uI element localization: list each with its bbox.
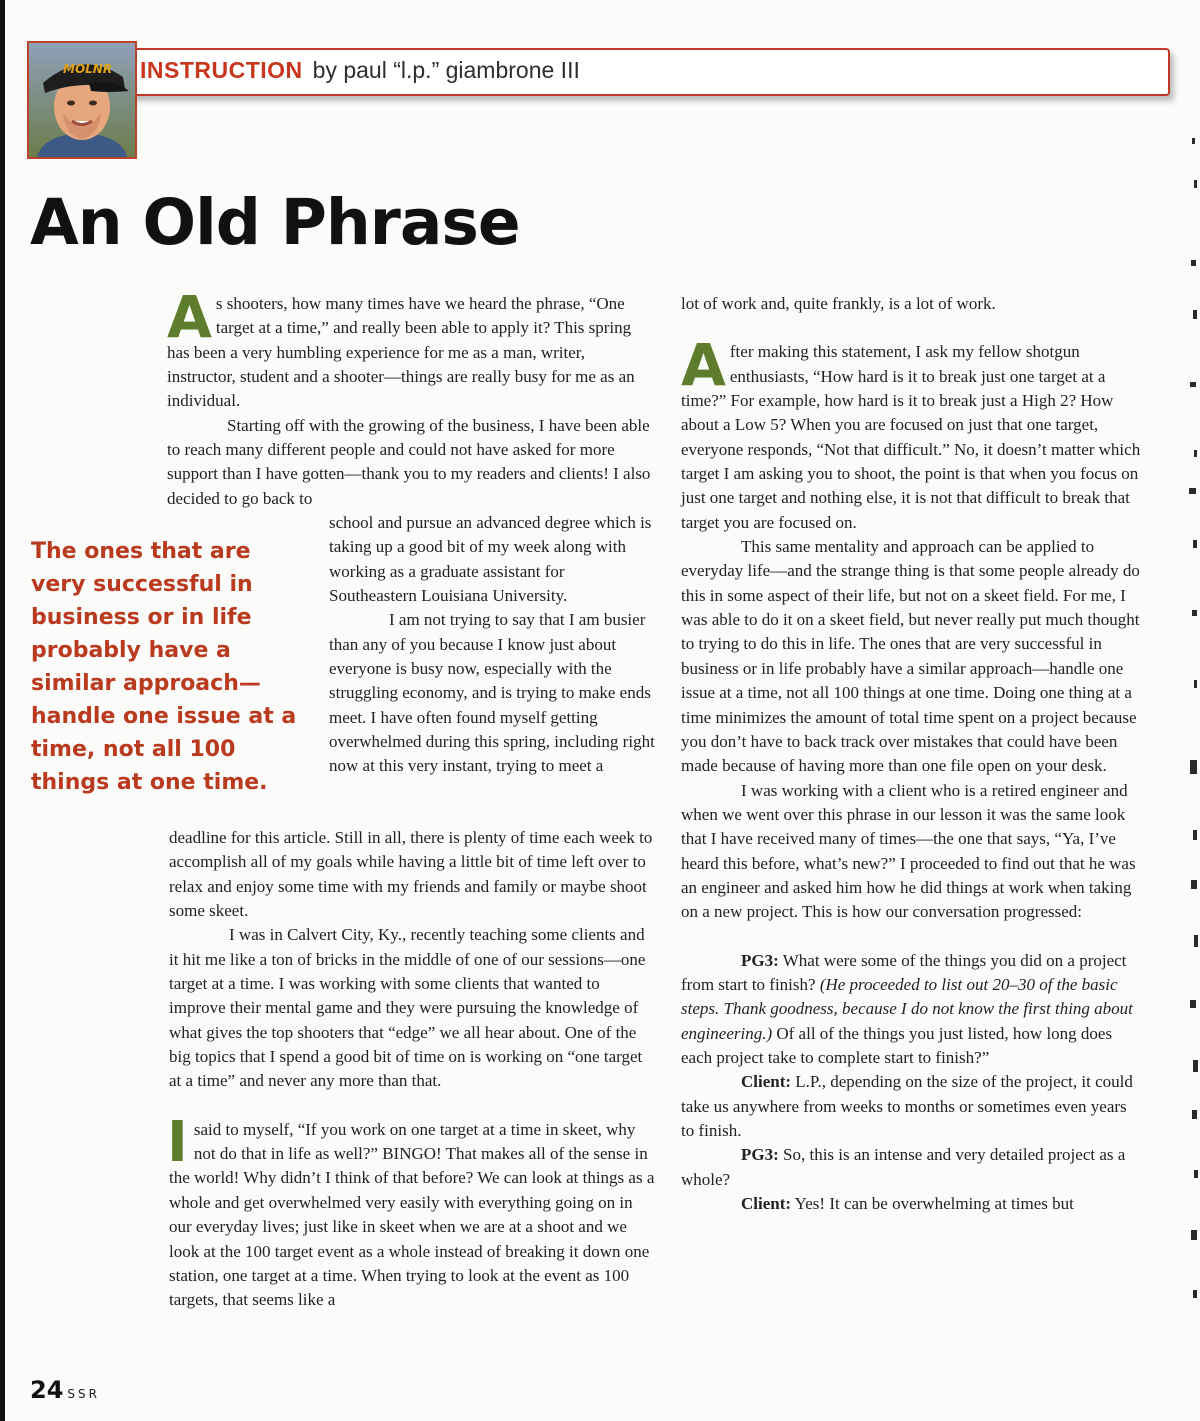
- speaker-label: Client:: [741, 1072, 792, 1092]
- drop-cap: I: [167, 1109, 188, 1175]
- dialogue-text: Of all of the things you just listed, how long does each project take to complete start to finish?”: [681, 1023, 1113, 1067]
- dialogue-answer-1: [681, 1070, 1141, 1143]
- paragraph-statement: [681, 331, 1141, 535]
- cap-logo-text: MOLNR: [63, 62, 113, 76]
- speaker-label: PG3:: [741, 1145, 779, 1165]
- dialogue-aside: (He proceeded to list out 20–30 of the basic steps. Thank goodness, because I do not know the first thing about engineering.): [681, 974, 1133, 1043]
- dialogue-question-2: [681, 1143, 1141, 1192]
- paragraph-mentality: This same mentality and approach can be applied to everyday life—and the strange thing is that some people already do this in some aspect of their life, but not on a skeet field. For me, I was able to do it on a skeet field, but never really put much thought to trying to do this in life. The ones that are very successful in business or in life probably have a similar approach—handle one issue at a time, not all 100 things at one time. Doing one thing at a time minimizes the amount of total time spent on a project because you don’t have to back track over mistakes that could have been made because of having more than one file open on your desk.: [681, 537, 1140, 776]
- author-portrait-image: [29, 43, 135, 157]
- column-2: [681, 292, 1141, 1216]
- paragraph-calvert-city: I was in Calvert City, Ky., recently teaching some clients and it hit me like a ton of bricks in the middle of one of our sessions—one target at a time. I was working with some clients that wanted to improve their mental game and they were pursuing the knowledge of what gives the top shooters that “edge” we all hear about. One of the big topics that I spend a good bit of time on is working on “one target at a time” and never any more than that.: [169, 925, 646, 1091]
- paragraph-busy: I am not trying to say that I am busier than any of you because I know just about everyone is busy now, especially with the struggling economy, and is trying to make ends meet. I have often found myself getting overwhelmed during this spring, including right now at this very instant, trying to meet a: [329, 610, 655, 776]
- section-label: INSTRUCTION: [140, 56, 303, 83]
- paragraph-lot-of-work: lot of work and, quite frankly, is a lot of work.: [681, 294, 996, 313]
- paragraph-deadline: deadline for this article. Still in all, there is plenty of time each week to accomplish all of my goals while having a little bit of time left over to relax and enjoy some time with my friends and family or maybe shoot some skeet.: [169, 828, 653, 921]
- paragraph-statement-text: fter making this statement, I ask my fellow shotgun enthusiasts, “How hard is it to break just one target at a time?” For example, how hard is it to break just a High 2? How about a Low 5? When you are focused on just that one target, everyone responds, “Not that difficult.” No, it doesn’t matter which target I am asking you to shoot, the point is that when you focus on just one target and nothing else, it is not that difficult to break that target you are focused on.: [681, 342, 1141, 532]
- author-byline: by paul “l.p.” giambrone III: [312, 56, 580, 83]
- dialogue-text: Yes! It can be overwhelming at times but: [791, 1194, 1074, 1214]
- column-1-narrow: [329, 511, 655, 779]
- paragraph-business: Starting off with the growing of the business, I have been able to reach many different people and could not have asked for more support than I have gotten—thank you to my readers and clients! I also decided to go back to: [167, 415, 651, 508]
- paragraph-bingo-text: said to myself, “If you work on one target at a time in skeet, why not do that in life as well?” BINGO! That makes all of the sense in the world! Why didn’t I think of that before? We can look at things as a whole and get overwhelmed very easily with everything going on in our everyday lives; just like in skeet when we are at a shoot and we look at the 100 target event as a whole instead of breaking it down one station, one target at a time. When trying to look at the event as 100 targets, that seems like a: [169, 1119, 655, 1310]
- speaker-label: PG3:: [741, 950, 779, 970]
- author-photo: [27, 41, 137, 159]
- paragraph-bingo: [167, 1109, 657, 1313]
- dialogue-answer-2: [681, 1192, 1141, 1216]
- page-edge-rule: [0, 0, 5, 1421]
- dialogue-text: So, this is an intense and very detailed project as a whole?: [681, 1145, 1126, 1189]
- column-1-top: [167, 283, 655, 511]
- dialogue-question-1: [681, 949, 1141, 1071]
- drop-cap: A: [167, 283, 212, 351]
- magazine-name: SSR: [67, 1387, 100, 1401]
- dialogue-text: L.P., depending on the size of the project, it could take us anywhere from weeks to months or sometimes even years to finish.: [681, 1072, 1133, 1140]
- paragraph-intro: [167, 283, 655, 414]
- dialogue-text: What were some of the things you did on a project from start to finish?: [681, 950, 1127, 994]
- article-title: An Old Phrase: [30, 186, 520, 259]
- paragraph-engineer: I was working with a client who is a retired engineer and when we went over this phrase in our lesson it was the same look that I have received many of times—the one that says, “Ya, I’ve heard this before, what’s new?” I proceeded to find out that he was an engineer and asked him how he did things at work when taking on a new project. This is how our conversation progressed:: [681, 780, 1136, 922]
- header-byline: [140, 53, 580, 87]
- page-folio: [30, 1376, 100, 1404]
- pull-quote: The ones that are very successful in business or in life probably have a similar approach—handle one issue at a time, not all 100 things at one time.: [31, 539, 297, 795]
- paragraph-degree: school and pursue an advanced degree which is taking up a good bit of my week along with working as a graduate assistant for Southeastern Louisiana University.: [329, 513, 652, 606]
- binding-edge-marks: [1182, 120, 1200, 1340]
- paragraph-intro-text: s shooters, how many times have we heard the phrase, “One target at a time,” and really been able to apply it? This spring has been a very humbling experience for me as a man, writer, instructor, student and a shooter—things are really busy for me as an individual.: [167, 294, 635, 411]
- page-number: 24: [30, 1376, 64, 1404]
- speaker-label: Client:: [741, 1194, 792, 1214]
- drop-cap: A: [681, 331, 726, 400]
- column-1-bottom: [169, 826, 657, 1313]
